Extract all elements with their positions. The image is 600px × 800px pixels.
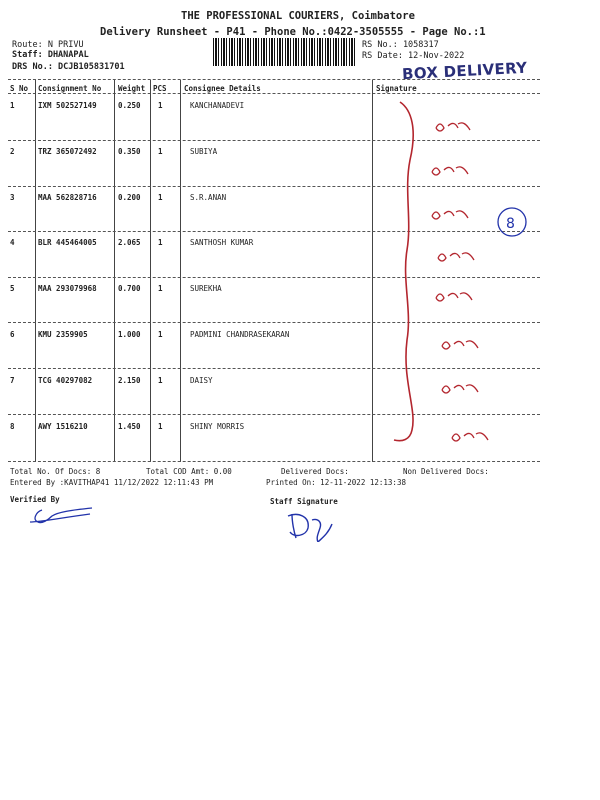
initial-mark bbox=[432, 167, 468, 175]
staff-label: Staff: DHANAPAL bbox=[12, 50, 89, 60]
total-cod: Total COD Amt: 0.00 bbox=[146, 467, 232, 476]
initial-mark bbox=[436, 293, 472, 301]
row-consignment: TRZ 365072492 bbox=[38, 147, 97, 156]
col-pcs: PCS bbox=[153, 84, 167, 93]
row-sno: 4 bbox=[10, 238, 15, 247]
row-weight: 2.065 bbox=[118, 238, 141, 247]
row-sno: 5 bbox=[10, 284, 15, 293]
initial-mark bbox=[432, 211, 468, 219]
col-separator bbox=[114, 80, 115, 462]
row-pcs: 1 bbox=[158, 376, 163, 385]
entered-by: Entered By :KAVITHAP41 11/12/2022 12:11:43 PM bbox=[10, 478, 214, 487]
row-sno: 1 bbox=[10, 101, 15, 110]
col-separator bbox=[180, 80, 181, 462]
row-consignment: BLR 445464005 bbox=[38, 238, 97, 247]
rs-number: RS No.: 1058317 bbox=[362, 40, 439, 50]
row-consignee: SUBIYA bbox=[190, 147, 218, 156]
row-consignee: PADMINI CHANDRASEKARAN bbox=[190, 330, 290, 339]
verifier-signature-mark bbox=[20, 500, 100, 528]
row-consignment: MAA 293079968 bbox=[38, 284, 97, 293]
col-separator bbox=[150, 80, 151, 462]
row-weight: 0.200 bbox=[118, 193, 141, 202]
runsheet-title: Delivery Runsheet - P41 - Phone No.:0422-3505555 - Page No.:1 bbox=[100, 26, 486, 38]
row-consignee: SANTHOSH KUMAR bbox=[190, 238, 254, 247]
row-consignee: DAISY bbox=[190, 376, 213, 385]
initial-mark bbox=[436, 123, 470, 131]
verified-by-label: Verified By bbox=[10, 495, 60, 504]
row-pcs: 1 bbox=[158, 238, 163, 247]
delivered-docs: Delivered Docs: bbox=[281, 467, 349, 476]
col-weight: Weight bbox=[118, 84, 146, 93]
row-pcs: 1 bbox=[158, 147, 163, 156]
box-delivery-stamp: BOX DELIVERY bbox=[401, 58, 528, 84]
row-consignee: SUREKHA bbox=[190, 284, 222, 293]
row-sno: 6 bbox=[10, 330, 15, 339]
non-delivered-docs: Non Delivered Docs: bbox=[403, 467, 489, 476]
col-signature: Signature bbox=[376, 84, 417, 93]
barcode bbox=[213, 38, 355, 66]
brace-mark bbox=[394, 102, 413, 441]
row-consignment: MAA 562828716 bbox=[38, 193, 97, 202]
signature-marks bbox=[372, 80, 572, 460]
row-weight: 1.450 bbox=[118, 422, 141, 431]
row-sno: 8 bbox=[10, 422, 15, 431]
col-consignment: Consignment No bbox=[38, 84, 102, 93]
row-consignment: TCG 40297082 bbox=[38, 376, 93, 385]
row-consignment: KMU 2359905 bbox=[38, 330, 88, 339]
row-weight: 0.350 bbox=[118, 147, 141, 156]
initial-mark bbox=[442, 341, 478, 349]
row-pcs: 1 bbox=[158, 330, 163, 339]
staff-signature-label: Staff Signature bbox=[270, 497, 338, 506]
route-label: Route: N PRIVU bbox=[12, 40, 84, 50]
rs-date: RS Date: 12-Nov-2022 bbox=[362, 51, 465, 61]
initial-mark bbox=[438, 253, 474, 261]
row-consignment: IXM 502527149 bbox=[38, 101, 97, 110]
initial-mark bbox=[452, 433, 488, 441]
table-bottom-rule bbox=[8, 461, 540, 462]
row-sno: 2 bbox=[10, 147, 15, 156]
row-weight: 2.150 bbox=[118, 376, 141, 385]
row-weight: 0.700 bbox=[118, 284, 141, 293]
total-docs: Total No. Of Docs: 8 bbox=[10, 467, 101, 476]
company-name: THE PROFESSIONAL COURIERS, Coimbatore bbox=[181, 10, 415, 22]
row-weight: 0.250 bbox=[118, 101, 141, 110]
drs-number: DRS No.: DCJB105831701 bbox=[12, 62, 125, 72]
staff-signature-mark bbox=[282, 508, 352, 542]
printed-on: Printed On: 12-11-2022 12:13:38 bbox=[266, 478, 406, 487]
initial-mark bbox=[442, 385, 478, 393]
row-consignee: KANCHANADEVI bbox=[190, 101, 245, 110]
circled-count: 8 bbox=[506, 216, 515, 232]
row-pcs: 1 bbox=[158, 284, 163, 293]
row-consignee: S.R.ANAN bbox=[190, 193, 227, 202]
row-consignee: SHINY MORRIS bbox=[190, 422, 245, 431]
row-pcs: 1 bbox=[158, 101, 163, 110]
row-sno: 3 bbox=[10, 193, 15, 202]
row-consignment: AWY 1516210 bbox=[38, 422, 88, 431]
row-pcs: 1 bbox=[158, 193, 163, 202]
col-consignee: Consignee Details bbox=[184, 84, 261, 93]
col-separator bbox=[35, 80, 36, 462]
row-sno: 7 bbox=[10, 376, 15, 385]
row-pcs: 1 bbox=[158, 422, 163, 431]
col-sno: S No bbox=[10, 84, 29, 93]
row-weight: 1.000 bbox=[118, 330, 141, 339]
